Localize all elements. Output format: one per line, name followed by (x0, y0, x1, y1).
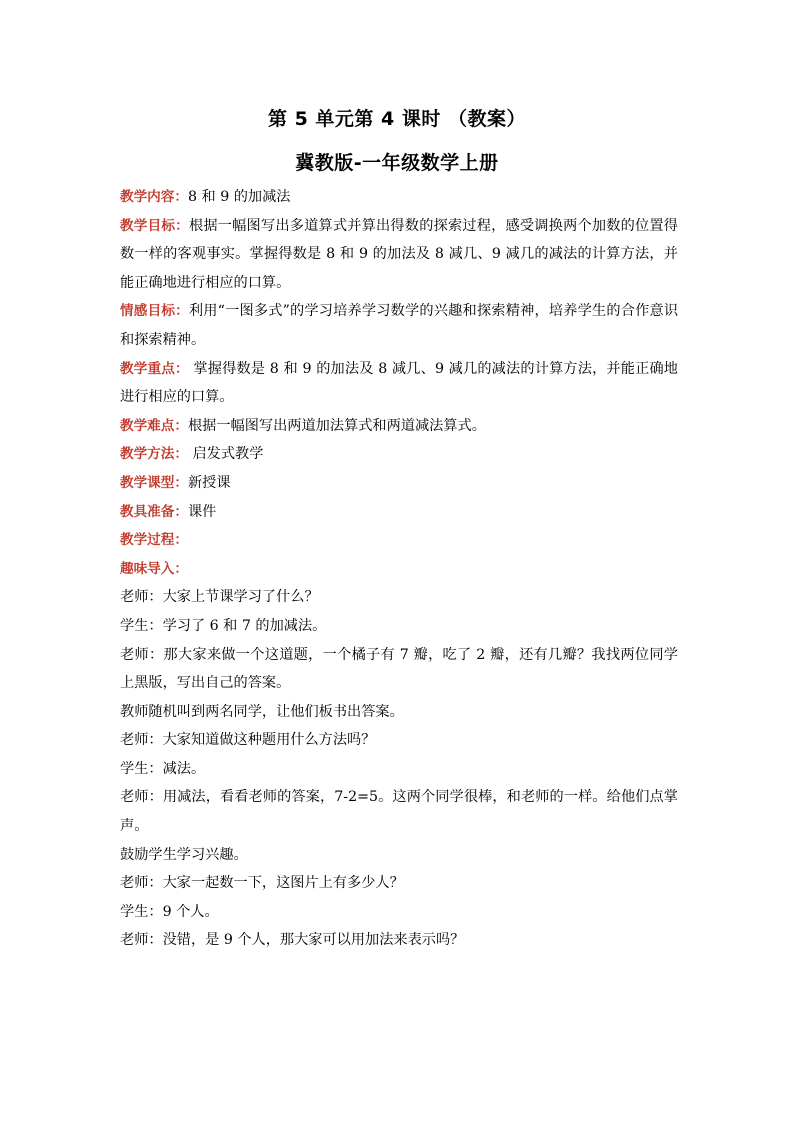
dialogue-line: 老师：那大家来做一个这道题，一个橘子有 7 瓣，吃了 2 瓣，还有几瓣？我找两位同学上黑版，写出自己的答案。 (120, 646, 678, 692)
lesson-title: 第 5 单元第 4 课时 （教案） (267, 108, 526, 130)
dialogue-line: 老师：用减法，看看老师的答案，7-2=5。这两个同学很棒，和老师的一样。给他们点掌声。 (120, 789, 678, 835)
section-text: 利用“一图多式”的学习培养学习数学的兴趣和探索精神，培养学生的合作意识和探索精神。 (120, 303, 679, 348)
section-lesson-type (120, 469, 678, 498)
dialogue-line: 老师：没错，是 9 个人，那大家可以用加法来表示吗？ (120, 932, 465, 949)
section-content (120, 183, 678, 212)
section-difficulties (120, 412, 678, 441)
section-text: 掌握得数是 8 和 9 的加法及 8 减几、9 减几的减法的计算方法，并能正确地进行相应的口算。 (120, 360, 678, 406)
section-label: 教学内容： (120, 189, 188, 205)
dialogue-line: 学生：减法。 (120, 760, 206, 777)
section-label: 教学课型： (120, 474, 188, 491)
section-intro (120, 555, 678, 584)
section-label: 趣味导入： (120, 560, 188, 577)
lesson-body (120, 183, 678, 955)
section-label: 教学目标： (120, 217, 189, 234)
section-text: 8 和 9 的加减法 (187, 189, 291, 205)
dialogue-line: 老师：大家一起数一下，这图片上有多少人？ (120, 875, 404, 892)
dialogue-line: 老师：大家知道做这种题用什么方法吗？ (120, 732, 376, 749)
section-label: 教学重点： (120, 360, 189, 377)
section-text: 新授课 (187, 474, 231, 491)
section-affective-goals (120, 297, 678, 354)
section-label: 教学方法： (120, 446, 188, 463)
section-text: 根据一幅图写出两道加法算式和两道减法算式。 (187, 417, 486, 434)
section-process (120, 526, 678, 555)
section-materials (120, 498, 678, 527)
section-objectives (120, 212, 678, 298)
section-text: 根据一幅图写出多道算式并算出得数的探索过程，感受调换两个加数的位置得数一样的客观事实。掌握得数是 8 和 9 的加法及 8 减几、9 减几的减法的计算方法，并能正确地进行相应的口算。 (120, 217, 678, 291)
dialogue-line: 鼓励学生学习兴趣。 (120, 846, 248, 863)
dialogue-line: 教师随机叫到两名同学，让他们板书出答案。 (120, 703, 404, 720)
dialogue-line: 学生：9 个人。 (120, 903, 219, 920)
textbook-subtitle: 冀教版-一年级数学上册 (295, 152, 499, 174)
section-label: 教学难点： (120, 417, 188, 434)
section-label: 情感目标： (120, 303, 189, 320)
dialogue-line: 学生：学习了 6 和 7 的加减法。 (120, 617, 327, 634)
section-label: 教具准备： (120, 503, 188, 520)
dialogue-line: 老师：大家上节课学习了什么？ (120, 589, 319, 606)
section-text: 启发式教学 (187, 446, 264, 463)
section-method (120, 440, 678, 469)
section-label: 教学过程： (120, 532, 188, 549)
section-key-points (120, 355, 678, 412)
section-text: 课件 (187, 503, 217, 520)
